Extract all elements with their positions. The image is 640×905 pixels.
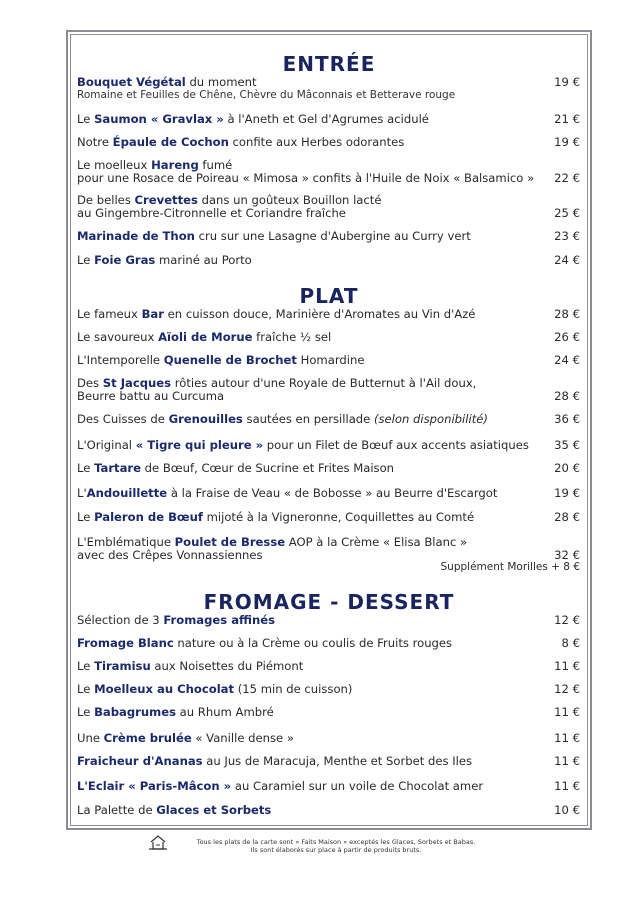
price: 12 € [554,682,580,696]
menu-item: Le Foie Gras mariné au Porto 24 € [77,253,580,267]
price: 25 € [554,206,580,220]
menu-item: Notre Épaule de Cochon confite aux Herbes odorantes 19 € [77,135,580,149]
menu-item: L'Original « Tigre qui pleure » pour un Filet de Bœuf aux accents asiatiques 35 € [77,438,580,452]
menu-item: L'Eclair « Paris-Mâcon » au Caramiel sur un voile de Chocolat amer 11 € [77,779,580,793]
menu-item: Fraicheur d'Ananas au Jus de Maracuja, Menthe et Sorbet des Iles 11 € [77,754,580,768]
menu-item: L'Emblématique Poulet de Bresse AOP à la Crème « Elisa Blanc » avec des Crêpes Vonnassiennes 32 € [77,535,580,562]
menu-item: Le Paleron de Bœuf mijoté à la Vigneronne, Coquillettes au Comté 28 € [77,510,580,524]
supplement-note: Supplément Morilles + 8 € [440,561,580,573]
price: 22 € [554,171,580,185]
price: 23 € [554,229,580,243]
price: 11 € [554,779,580,793]
price: 28 € [554,307,580,321]
menu-item: Une Crème brulée « Vanille dense » 11 € [77,731,580,745]
menu-item: Sélection de 3 Fromages affinés 12 € [77,613,580,627]
price: 20 € [554,461,580,475]
price: 24 € [554,253,580,267]
price: 10 € [554,803,580,817]
menu-item: Le fameux Bar en cuisson douce, Marinière d'Aromates au Vin d'Azé 28 € [77,307,580,321]
price: 26 € [554,330,580,344]
menu-item: Le Moelleux au Chocolat (15 min de cuisson) 12 € [77,682,580,696]
price: 8 € [561,636,580,650]
price: 11 € [554,705,580,719]
price: 28 € [554,389,580,403]
price: 32 € [554,548,580,562]
menu-item: De belles Crevettes dans un goûteux Bouillon lacté au Gingembre-Citronnelle et Coriandre fraîche 25 € [77,193,580,220]
price: 24 € [554,353,580,367]
menu-item: La Palette de Glaces et Sorbets 10 € [77,803,580,817]
menu-item: L'Andouillette à la Fraise de Veau « de Bobosse » au Beurre d'Escargot 19 € [77,486,580,500]
footer-note: Tous les plats de la carte sont « Faits Maison » exceptés les Glaces, Sorbets et Babas. Ils sont élaborés sur place à partir de produits bruts. [196,838,476,854]
menu-item: Le moelleux Hareng fumé pour une Rosace de Poireau « Mimosa » confits à l'Huile de Noix « Balsamico » 22 € [77,158,580,185]
menu-item: Marinade de Thon cru sur une Lasagne d'Aubergine au Curry vert 23 € [77,229,580,243]
menu-item: Des Cuisses de Grenouilles sautées en persillade (selon disponibilité) 36 € [77,412,580,426]
price: 19 € [554,75,580,89]
price: 21 € [554,112,580,126]
price: 19 € [554,135,580,149]
menu-item: Le savoureux Aïoli de Morue fraîche ½ sel 26 € [77,330,580,344]
menu-item: Bouquet Végétal du moment Romaine et Feuilles de Chêne, Chèvre du Mâconnais et Betterave rouge 19 € [77,75,580,101]
menu-item: Le Tiramisu aux Noisettes du Piémont 11 € [77,659,580,673]
menu-item: Le Tartare de Bœuf, Cœur de Sucrine et Frites Maison 20 € [77,461,580,475]
price: 12 € [554,613,580,627]
section-title-entree: ENTRÉE [282,52,376,76]
menu-item: L'Intemporelle Quenelle de Brochet Homardine 24 € [77,353,580,367]
menu-item: Le Babagrumes au Rhum Ambré 11 € [77,705,580,719]
price: 11 € [554,731,580,745]
house-logo-icon [148,834,168,852]
menu-item: Le Saumon « Gravlax » à l'Aneth et Gel d'Agrumes acidulé 21 € [77,112,580,126]
price: 35 € [554,438,580,452]
price: 19 € [554,486,580,500]
menu-item: Des St Jacques rôties autour d'une Royale de Butternut à l'Ail doux, Beurre battu au Curcuma 28 € [77,376,580,403]
section-title-plat: PLAT [299,284,359,308]
price: 11 € [554,659,580,673]
section-title-fromage-dessert: FROMAGE - DESSERT [203,590,455,614]
price: 28 € [554,510,580,524]
price: 11 € [554,754,580,768]
menu-item: Fromage Blanc nature ou à la Crème ou coulis de Fruits rouges 8 € [77,636,580,650]
price: 36 € [554,412,580,426]
